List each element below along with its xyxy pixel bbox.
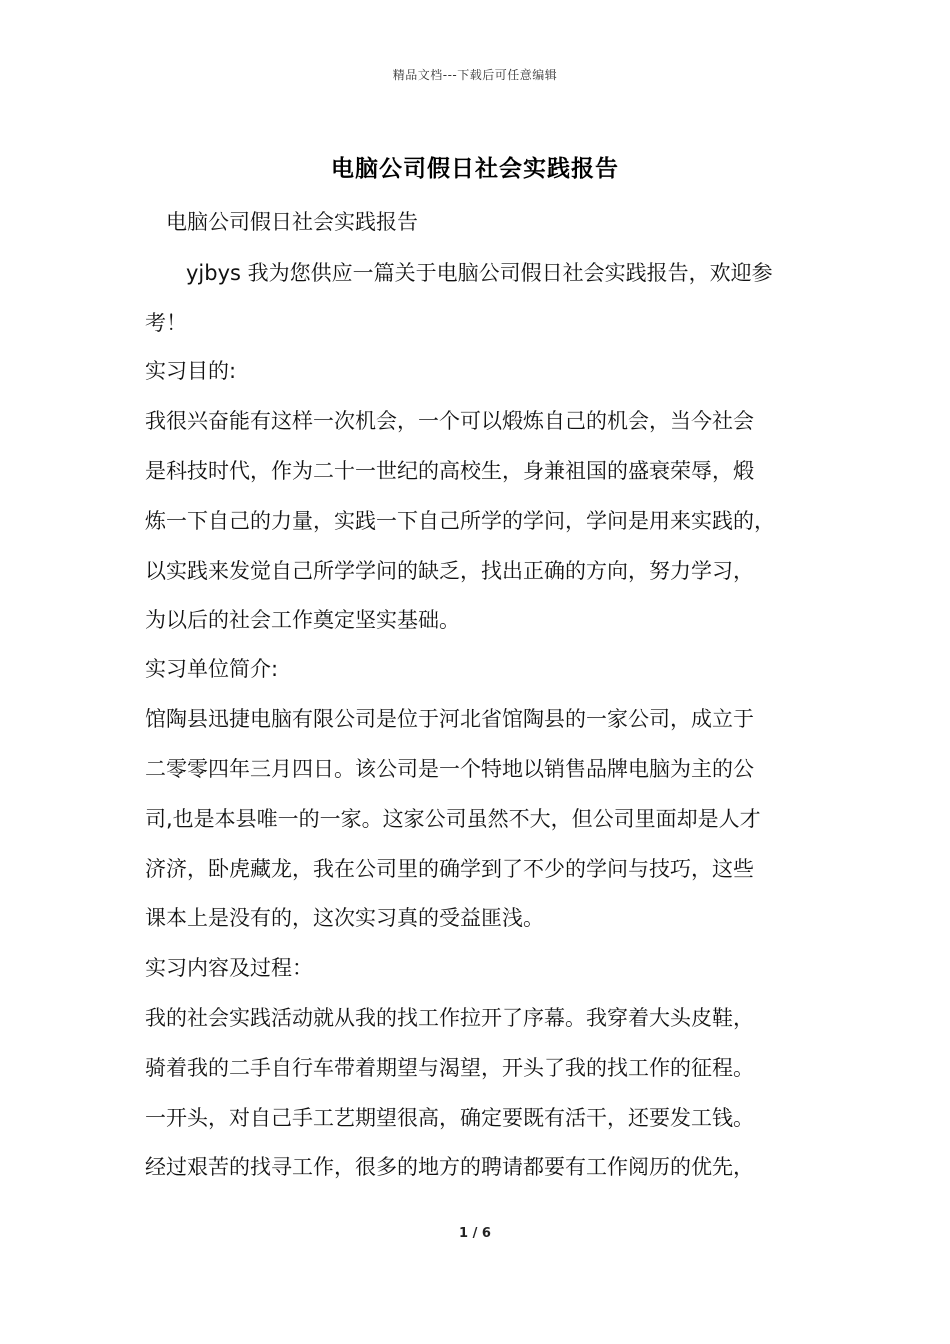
body-line: 我的社会实践活动就从我的找工作拉开了序幕。我穿着大头皮鞋，: [145, 1006, 754, 1030]
subtitle-line: 电脑公司假日社会实践报告: [166, 210, 418, 234]
section-heading-purpose: 实习目的:: [145, 359, 237, 383]
body-line: 二零零四年三月四日。该公司是一个特地以销售品牌电脑为主的公: [145, 757, 754, 781]
body-line: 司,也是本县唯一的一家。这家公司虽然不大，但公司里面却是人才: [145, 807, 761, 831]
body-line: 馆陶县迅捷电脑有限公司是位于河北省馆陶县的一家公司，成立于: [145, 707, 754, 731]
intro-line: yjbys 我为您供应一篇关于电脑公司假日社会实践报告，欢迎参: [186, 261, 773, 285]
body-line: 骑着我的二手自行车带着期望与渴望，开头了我的找工作的征程。: [145, 1056, 754, 1080]
body-line: 济济，卧虎藏龙，我在公司里的确学到了不少的学问与技巧，这些: [145, 857, 754, 881]
body-line: 考！: [145, 311, 187, 335]
body-line: 经过艰苦的找寻工作，很多的地方的聘请都要有工作阅历的优先，: [145, 1155, 754, 1179]
body-line: 我很兴奋能有这样一次机会，一个可以煅炼自己的机会，当今社会: [145, 409, 754, 433]
section-heading-process: 实习内容及过程：: [145, 956, 313, 980]
document-title: 电脑公司假日社会实践报告: [331, 156, 619, 182]
section-heading-company: 实习单位简介:: [145, 657, 279, 681]
page-number: 1 / 6: [459, 1226, 491, 1241]
body-line: 是科技时代，作为二十一世纪的高校生，身兼祖国的盛衰荣辱，煅: [145, 459, 754, 483]
body-line: 课本上是没有的，这次实习真的受益匪浅。: [145, 906, 544, 930]
body-line: 一开头，对自己手工艺期望很高，确定要既有活干，还要发工钱。: [145, 1106, 754, 1130]
body-line: 为以后的社会工作奠定坚实基础。: [145, 608, 460, 632]
body-line: 炼一下自己的力量，实践一下自己所学的学问，学问是用来实践的，: [145, 509, 775, 533]
page-header: 精品文档---下载后可任意编辑: [392, 68, 558, 82]
body-line: 以实践来发觉自己所学学问的缺乏，找出正确的方向，努力学习，: [145, 559, 754, 583]
